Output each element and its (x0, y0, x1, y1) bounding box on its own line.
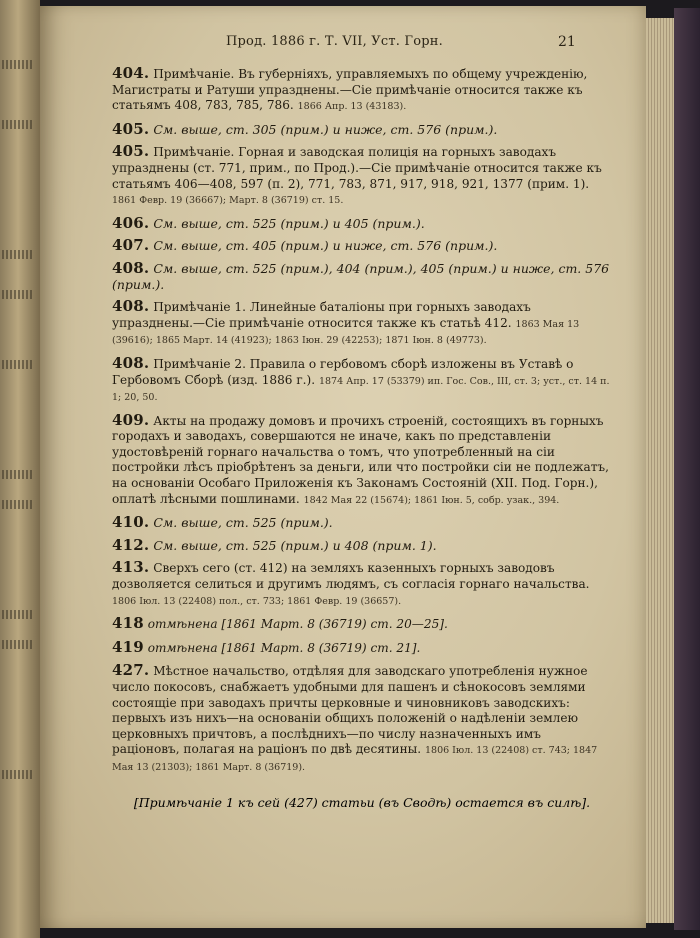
article-entry (112, 616, 612, 633)
article-number: 413. (112, 558, 150, 577)
facing-text-fragment (2, 610, 32, 619)
facing-text-fragment (2, 500, 32, 509)
legal-citation: 1866 Апр. 13 (43183). (297, 101, 407, 113)
article-number: 408. (112, 353, 150, 372)
article-text: См. выше, ст. 525 (прим.). (153, 515, 333, 531)
article-number: 407. (112, 236, 150, 255)
article-entry (112, 410, 612, 509)
article-number: 427. (112, 661, 150, 680)
article-number: 418 (112, 614, 144, 633)
article-text: Примѣчаніе. Въ губерніяхъ, управляемыхъ по общему учрежденію, Магистраты и Ратуши упразднены.—Сіе примѣчаніе относится также къ статьямъ 408, 783, 785, 786. (112, 67, 588, 113)
article-entry (112, 144, 612, 208)
article-number: 406. (112, 213, 150, 232)
article-text: Примѣчаніе. Горная и заводская полиція на горныхъ заводахъ упразднены (ст. 771, прим., по Прод.).—Сіе примѣчаніе относится также къ статьямъ 406—408, 597 (п. 2), 771, 783, 871, 917, 918, 921, 1377 (прим. 1). (112, 145, 602, 191)
article-number: 419 (112, 637, 144, 656)
facing-text-fragment (2, 360, 32, 369)
facing-text-fragment (2, 250, 32, 259)
facing-text-fragment (2, 290, 32, 299)
article-text: отмѣнена [1861 Март. 8 (36719) ст. 21]. (147, 640, 421, 655)
legal-citation: 1842 Мая 22 (15674); 1861 Іюн. 5, собр. узак., 394. (303, 494, 560, 506)
facing-text-fragment (2, 640, 32, 649)
article-text: См. выше, ст. 525 (прим.), 404 (прим.), 405 (прим.) и ниже, ст. 576 (прим.). (112, 260, 610, 292)
facing-text-fragment (2, 770, 32, 779)
article-entry (112, 637, 612, 657)
page-body (112, 66, 612, 783)
facing-text-fragment (2, 470, 32, 479)
article-number: 408. (112, 258, 150, 277)
article-entry (112, 66, 612, 115)
article-entry (112, 353, 612, 406)
legal-citation: 1863 Мая 13 (39616); 1865 Март. 14 (41923); 1863 Іюн. 29 (42253); 1871 Іюн. 8 (49773). (112, 318, 580, 347)
article-entry (112, 258, 612, 292)
article-entry (112, 213, 612, 232)
article-text: Мѣстное начальство, отдѣляя для заводскаго употребленія нужное число покосовъ, снабжаетъ удобными для пашенъ и сѣнокосовъ землями состоящіе при заводахъ причты церковные и чиновниковъ заводскихъ: первыхъ изъ нихъ—на основаніи общихъ положеній о надѣленіи землею церковныхъ причтовъ, а послѣднихъ—по числу назначенныхъ имъ раціоновъ, полагая на раціонъ по двѣ десятины. (112, 664, 588, 757)
article-entry (112, 560, 612, 609)
article-text: См. выше, ст. 405 (прим.) и ниже, ст. 576 (прим.). (153, 238, 498, 254)
article-number: 404. (112, 64, 150, 82)
closing-note: [Примѣчаніе 1 къ сей (427) статьи (въ Сводѣ) остается въ силѣ]. (133, 795, 591, 810)
facing-text-fragment (2, 120, 32, 129)
article-entry (112, 535, 612, 554)
article-entry (112, 119, 612, 138)
article-text: Сверхъ сего (ст. 412) на земляхъ казенныхъ горныхъ заводовъ дозволяется селиться и другимъ людямъ, съ согласія горнаго начальства. (112, 561, 590, 592)
legal-citation: 1874 Апр. 17 (53379) ип. Гос. Сов., III, ст. 3; уст., ст. 14 п. 1; 20, 50. (112, 375, 610, 404)
article-entry (112, 299, 612, 349)
legal-citation: 1861 Февр. 19 (36667); Март. 8 (36719) ст. 15. (112, 195, 344, 207)
page-block-edge (646, 18, 674, 923)
book-page (40, 6, 646, 928)
article-number: 405. (112, 142, 150, 161)
article-number: 409. (112, 410, 150, 429)
facing-page-edge (0, 0, 40, 938)
article-number: 408. (112, 297, 150, 316)
article-number: 410. (112, 513, 150, 532)
article-entry (112, 515, 612, 531)
article-number: 405. (112, 119, 150, 138)
facing-text-fragment (2, 60, 32, 69)
page-number: 21 (558, 34, 576, 50)
article-entry (112, 238, 612, 254)
article-text: Акты на продажу домовъ и прочихъ строеній, состоящихъ въ горныхъ городахъ и заводахъ, совершаются не иначе, какъ по представленіи удостовѣреній горнаго начальства о томъ, что употребленный на сіи постройки лѣсъ пріобрѣтенъ за деньги, или что постройки сіи не подлежатъ, на основаніи Особаго Приложенія къ Законамъ Состояній (XII. Под. Горн.), оплатѣ лѣсными пошлинами. (112, 413, 609, 506)
article-text: См. выше, ст. 305 (прим.) и ниже, ст. 576 (прим.). (153, 121, 498, 137)
article-text: отмѣнена [1861 Март. 8 (36719) ст. 20—25]. (147, 617, 448, 632)
article-entry (112, 663, 612, 775)
page-header (40, 34, 646, 54)
running-title: Прод. 1886 г. Т. VII, Уст. Горн. (226, 34, 443, 49)
legal-citation: 1806 Іюл. 13 (22408) пол., ст. 733; 1861 Февр. 19 (36657). (112, 595, 402, 607)
article-number: 412. (112, 535, 150, 554)
legal-citation: 1806 Іюл. 13 (22408) ст. 743; 1847 Мая 13 (21303); 1861 Март. 8 (36719). (112, 745, 598, 773)
article-text: Примѣчаніе 1. Линейные баталіоны при горныхъ заводахъ упразднены.—Сіе примѣчаніе относится также къ статьѣ 412. (112, 300, 531, 330)
article-text: См. выше, ст. 525 (прим.) и 408 (прим. 1). (153, 537, 437, 553)
book-cover (674, 8, 700, 930)
article-text: См. выше, ст. 525 (прим.) и 405 (прим.). (153, 215, 425, 231)
article-text: Примѣчаніе 2. Правила о гербовомъ сборѣ изложены въ Уставѣ о Гербовомъ Сборѣ (изд. 1886 г.). (112, 356, 574, 387)
